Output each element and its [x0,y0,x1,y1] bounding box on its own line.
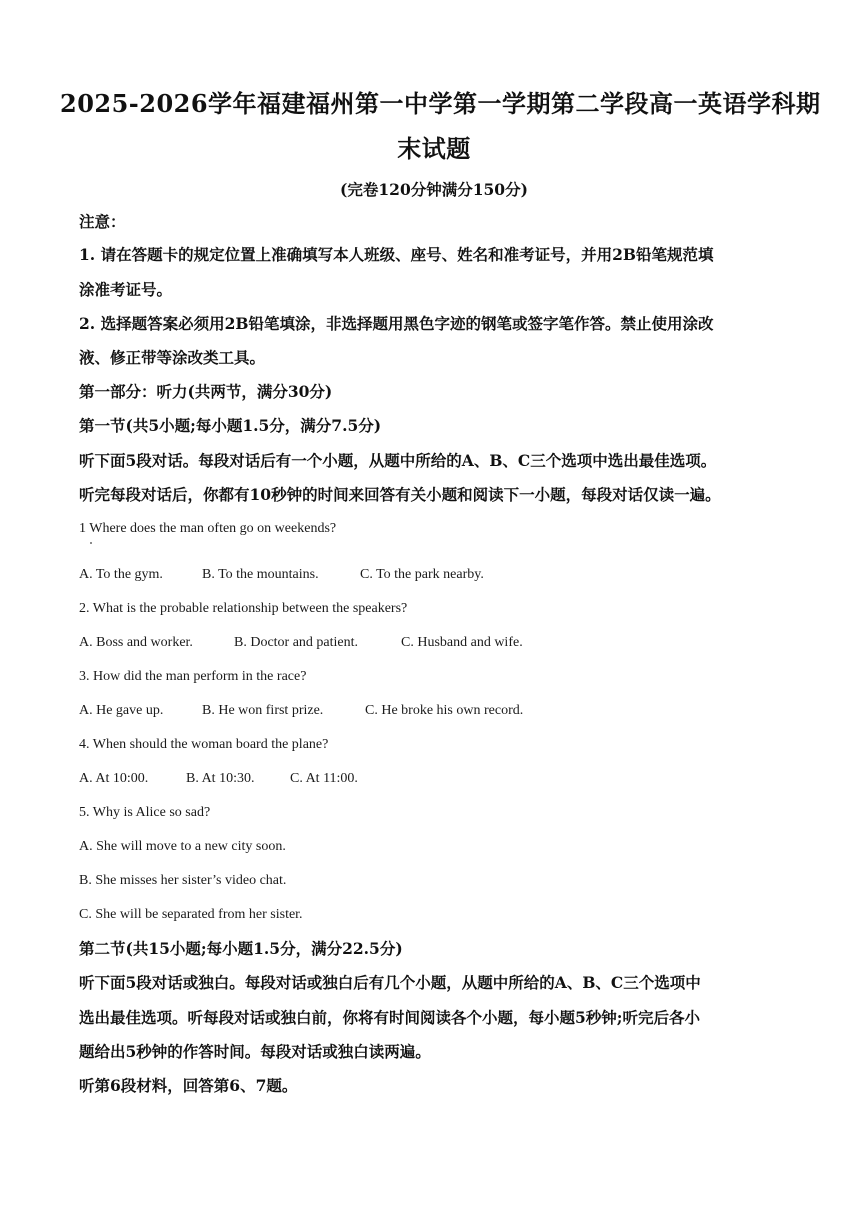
question-3-stem: 3. How did the man perform in the race? [79,669,307,684]
question-4-stem: 4. When should the woman board the plane? [79,737,329,752]
question-2-option-b: B. Doctor and patient. [234,635,359,650]
page-title-line1: 2025-2026学年福建福州第一中学第一学期第二学段高一英语学科期 [60,89,821,118]
question-2-option-c: C. Husband and wife. [401,635,523,650]
section2-heading: 第二节(共15小题;每小题1.5分，满分22.5分) [79,939,403,958]
notice-item1-line2: 涂准考证号。 [79,280,173,299]
question-5-option-b: B. She misses her sister’s video chat. [79,873,287,888]
question-1-option-c: C. To the park nearby. [360,567,484,582]
exam-duration-score: (完卷120分钟满分150分) [340,180,528,199]
question-3-option-a: A. He gave up. [79,703,164,718]
notice-item2-line2: 液、修正带等涂改类工具。 [79,348,266,367]
part1-heading: 第一部分：听力(共两节，满分30分) [79,382,333,401]
question-3-option-c: C. He broke his own record. [365,703,524,718]
notice-item1-line1: 1. 请在答题卡的规定位置上准确填写本人班级、座号、姓名和准考证号，并用2B铅笔规范填 [79,245,714,264]
notice-item2-line1: 2. 选择题答案必须用2B铅笔填涂，非选择题用黑色字迹的钢笔或签字笔作答。禁止使用涂改 [79,314,714,333]
section2-instruction-line2: 选出最佳选项。听每段对话或独白前，你将有时间阅读各个小题，每小题5秒钟;听完后各小 [79,1008,701,1027]
material-6-heading: 听第6段材料，回答第6、7题。 [79,1076,298,1095]
section1-heading: 第一节(共5小题;每小题1.5分，满分7.5分) [79,416,382,435]
question-2-stem: 2. What is the probable relationship between the speakers? [79,601,408,616]
scan-speck [90,542,92,544]
question-5-stem: 5. Why is Alice so sad? [79,805,211,820]
section1-instruction-line2: 听完每段对话后，你都有10秒钟的时间来回答有关小题和阅读下一小题，每段对话仅读一遍。 [79,485,721,504]
question-5-option-a: A. She will move to a new city soon. [79,839,286,854]
notice-heading: 注意： [79,212,126,231]
question-2-option-a: A. Boss and worker. [79,635,193,650]
section2-instruction-line1: 听下面5段对话或独白。每段对话或独白后有几个小题，从题中所给的A、B、C三个选项中 [79,973,701,992]
question-3-option-b: B. He won first prize. [202,703,324,718]
section2-instruction-line3: 题给出5秒钟的作答时间。每段对话或独白读两遍。 [79,1042,431,1061]
question-4-option-c: C. At 11:00. [290,771,358,786]
question-1-option-a: A. To the gym. [79,567,163,582]
page-title-line2: 末试题 [397,134,471,163]
question-4-option-a: A. At 10:00. [79,771,149,786]
question-1-stem: 1 Where does the man often go on weekends? [79,521,337,536]
section1-instruction-line1: 听下面5段对话。每段对话后有一个小题，从题中所给的A、B、C三个选项中选出最佳选项。 [79,451,717,470]
question-4-option-b: B. At 10:30. [186,771,255,786]
question-5-option-c: C. She will be separated from her sister. [79,907,303,922]
question-1-option-b: B. To the mountains. [202,567,319,582]
